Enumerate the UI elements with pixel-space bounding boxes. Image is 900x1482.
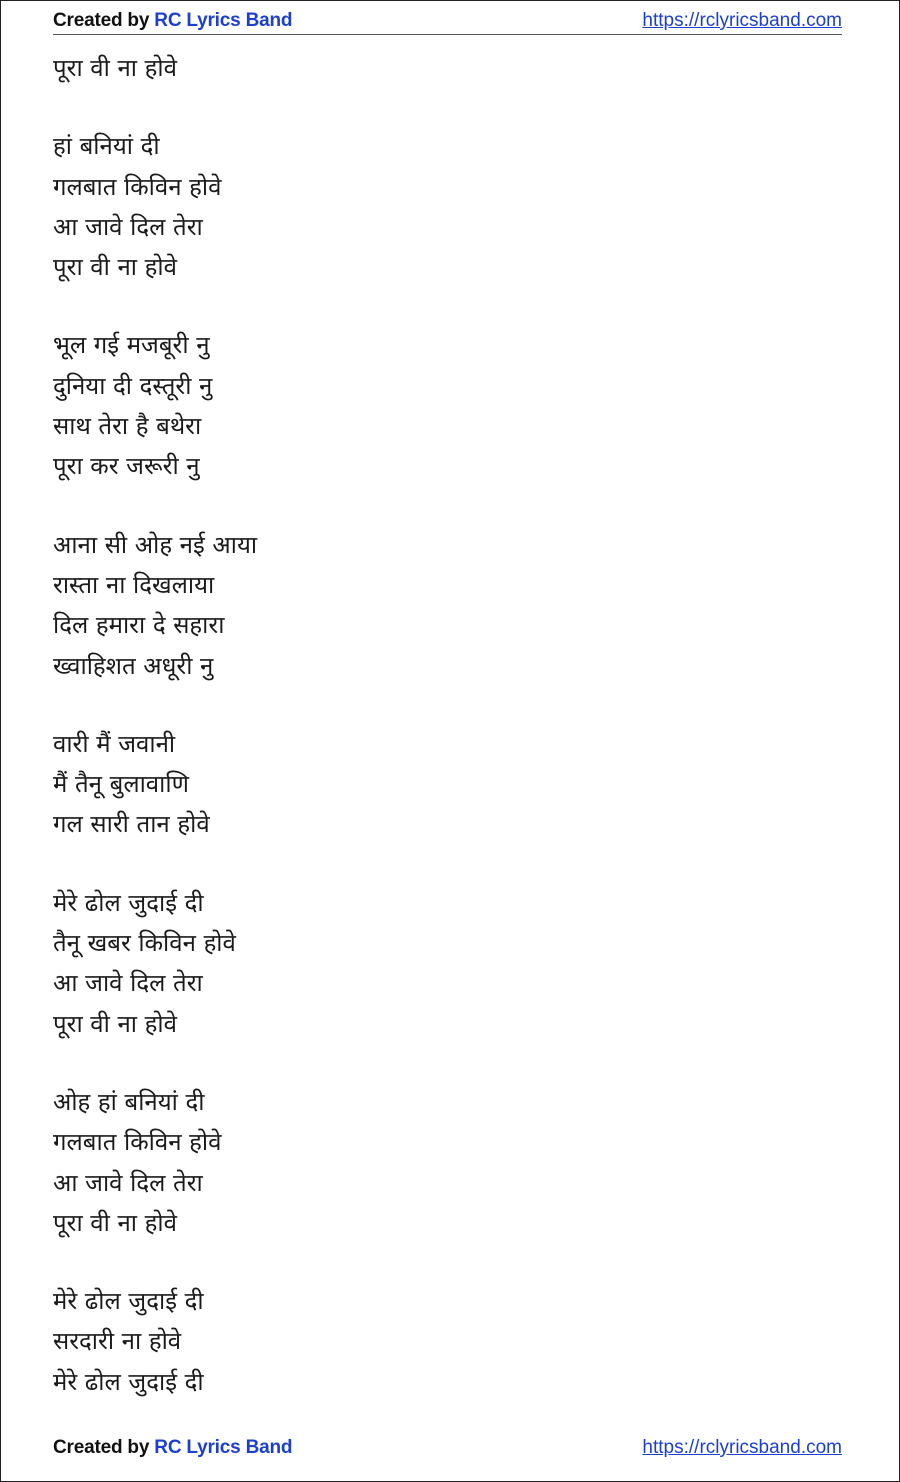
lyric-line: गलबात किविन होवे — [53, 172, 222, 201]
lyric-line: तैनू खबर किविन होवे — [53, 929, 236, 958]
header-site-link[interactable]: https://rclyricsband.com — [642, 10, 842, 31]
lyric-line: पूरा वी ना होवे — [53, 1208, 177, 1237]
lyrics-body — [53, 48, 833, 1408]
page-header — [53, 8, 842, 35]
stanza-4 — [53, 525, 833, 686]
lyric-line: मैं तैनू बुलावाणि — [53, 770, 189, 799]
lyric-line: मेरे ढोल जुदाई दी — [53, 1367, 204, 1396]
lyric-line: पूरा वी ना होवे — [53, 1009, 177, 1038]
stanza-5 — [53, 724, 833, 845]
footer-credit-brand: RC Lyrics Band — [154, 1437, 293, 1458]
footer-credit-prefix: Created by — [53, 1437, 150, 1458]
lyric-line: वारी मैं जवानी — [53, 729, 176, 758]
lyric-line: गल सारी तान होवे — [53, 810, 210, 839]
lyric-line: आ जावे दिल तेरा — [53, 212, 203, 241]
lyric-line: दुनिया दी दस्तूरी नु — [53, 371, 213, 400]
page-footer — [53, 1435, 842, 1461]
lyric-line: मेरे ढोल जुदाई दी — [53, 888, 204, 917]
footer-site-link[interactable]: https://rclyricsband.com — [642, 1437, 842, 1458]
footer-credit — [53, 1435, 292, 1461]
lyric-line: सरदारी ना होवे — [53, 1327, 182, 1356]
lyric-line: ख्वाहिशत अधूरी नु — [53, 651, 214, 680]
lyric-line: मेरे ढोल जुदाई दी — [53, 1287, 204, 1316]
header-credit-prefix: Created by — [53, 10, 150, 31]
lyric-line: पूरा वी ना होवे — [53, 54, 177, 82]
stanza-8 — [53, 1281, 833, 1402]
stanza-2 — [53, 126, 833, 287]
stanza-6 — [53, 883, 833, 1044]
lyric-line: आना सी ओह नई आया — [53, 530, 258, 559]
lyric-line: हां बनियां दी — [53, 132, 160, 161]
lyric-line: दिल हमारा दे सहारा — [53, 611, 225, 640]
header-credit-brand: RC Lyrics Band — [154, 10, 293, 31]
lyric-line: साथ तेरा है बथेरा — [53, 412, 202, 441]
lyric-line: गलबात किविन होवे — [53, 1128, 222, 1157]
lyric-line: पूरा वी ना होवे — [53, 253, 177, 282]
lyric-line: रास्ता ना दिखलाया — [53, 570, 215, 599]
header-credit — [53, 8, 292, 34]
lyric-line: भूल गई मजबूरी नु — [53, 331, 210, 360]
lyric-line: आ जावे दिल तेरा — [53, 1168, 203, 1197]
stanza-7 — [53, 1082, 833, 1243]
lyric-line: ओह हां बनियां दी — [53, 1087, 205, 1116]
stanza-3 — [53, 325, 833, 486]
stanza-1 — [53, 48, 833, 88]
lyric-line: पूरा कर जरूरी नु — [53, 452, 200, 481]
lyric-line: आ जावे दिल तेरा — [53, 969, 203, 998]
